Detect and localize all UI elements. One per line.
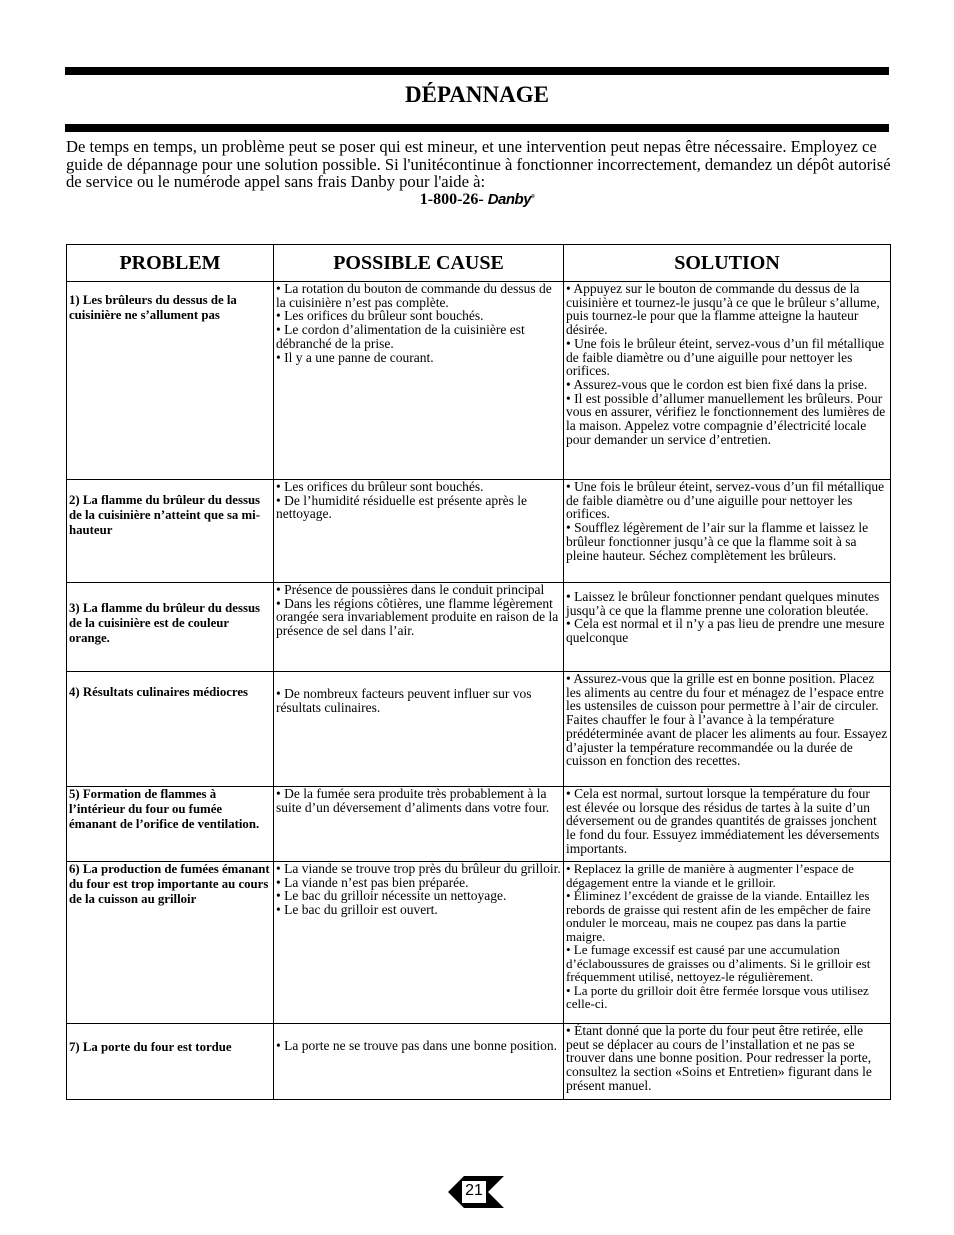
solution-item: • Une fois le brûleur éteint, servez-vous d’un fil métallique de faible diamètre ou d’une aiguille pour nettoyer les orifices. bbox=[566, 335, 885, 379]
problem-text: 7) La porte du four est tordue bbox=[69, 1040, 232, 1054]
solution-cell bbox=[564, 282, 891, 480]
registered-mark: ® bbox=[531, 194, 535, 200]
problem-text: 4) Résultats culinaires médiocres bbox=[69, 685, 249, 699]
problem-cell bbox=[67, 583, 274, 672]
solution-cell bbox=[564, 480, 891, 583]
problem-text: 2) La flamme du brûleur du dessus de la cuisinière n’atteint que sa mi-hauteur bbox=[69, 493, 261, 538]
table-row bbox=[67, 672, 891, 787]
problem-cell bbox=[67, 862, 274, 1024]
table-row bbox=[67, 583, 891, 672]
table-row bbox=[67, 787, 891, 862]
problem-text: 6) La production de fumées émanant du four est trop importante au cours de la cuisson au grilloir bbox=[69, 862, 270, 907]
solution-item: • Une fois le brûleur éteint, servez-vous d’un fil métallique de faible diamètre ou d’une aiguille pour nettoyer les orifices. bbox=[566, 479, 885, 522]
cause-item: • De la fumée sera produite très probablement à la suite d’un déversement d’aliments dans votre four. bbox=[276, 786, 550, 815]
problem-cell bbox=[67, 1024, 274, 1100]
solution-item: • Étant donné que la porte du four peut être retirée, elle peut se déplacer au cours de l’installation et ne pas se trouver dans une bonne position. Pour redresser la porte, consultez la section «Soins et Entretien» figurant dans le présent manuel. bbox=[566, 1023, 872, 1093]
solution-cell bbox=[564, 862, 891, 1024]
table-header-row bbox=[67, 245, 891, 282]
cause-item: • Les orifices du brûleur sont bouchés. bbox=[276, 308, 484, 324]
solution-item: • Appuyez sur le bouton de commande du dessus de la cuisinière et tournez-le jusqu’à ce que le brûleur s’allume, puis tournez-le pour que la flamme atteigne la hauteur désirée. bbox=[566, 281, 880, 338]
solution-item: • Assurez-vous que la grille est en bonne position. Placez les aliments au centre du four et ménagez de l’espace entre les ustensiles de cuisson pour permettre à l’air de circuler. Faites chauffer le four à l’avance à la température prédéterminée avant de placer les aliments au four. Essayez d’ajuster la température recommandée ou la durée de cuisson en fonction des recettes. bbox=[566, 671, 888, 769]
cause-item: • La rotation du bouton de commande du dessus de la cuisinière n’est pas complète. bbox=[276, 281, 552, 310]
solution-cell bbox=[564, 1024, 891, 1100]
cause-item: • De l’humidité résiduelle est présente après le nettoyage. bbox=[276, 492, 528, 522]
cause-item: • Il y a une panne de courant. bbox=[276, 349, 434, 365]
top-rule bbox=[65, 67, 889, 75]
cause-item: • La viande n’est pas bien préparée. bbox=[276, 874, 469, 890]
solution-cell bbox=[564, 583, 891, 672]
problem-text: 1) Les brûleurs du dessus de la cuisinière ne s’allument pas bbox=[69, 293, 237, 323]
solution-cell bbox=[564, 672, 891, 787]
header-problem: PROBLEM bbox=[67, 245, 274, 282]
solution-item: • Replacez la grille de manière à augmenter l’espace de dégagement entre la viande et le grilloir. bbox=[566, 861, 854, 890]
cause-cell bbox=[274, 672, 564, 787]
cause-cell bbox=[274, 583, 564, 672]
table-row bbox=[67, 862, 891, 1024]
cause-cell bbox=[274, 480, 564, 583]
solution-item: • Cela est normal et il n’y a pas lieu de prendre une mesure quelconque bbox=[566, 616, 885, 646]
danby-logo bbox=[488, 191, 535, 208]
table-row bbox=[67, 282, 891, 480]
cause-item: • De nombreux facteurs peuvent influer sur vos résultats culinaires. bbox=[276, 686, 532, 715]
solution-item: • Éliminez l’excédent de graisse de la viande. Entaillez les rebords de graisse qui restent afin de les empêcher de faire onduler le morceau, mais ne coupez pas dans la partie maigre. bbox=[566, 888, 871, 944]
cause-item: • Présence de poussières dans le conduit principal bbox=[276, 582, 545, 597]
cause-item: • La viande se trouve trop près du brûleur du grilloir. bbox=[276, 861, 561, 876]
problem-cell bbox=[67, 480, 274, 583]
header-possible-cause: POSSIBLE CAUSE bbox=[274, 245, 564, 282]
solution-item: • La porte du grilloir doit être fermée lorsque vous utilisez celle-ci. bbox=[566, 982, 869, 1011]
solution-item: • Le fumage excessif est causé par une accumulation d’éclaboussures de graisses ou d’aliments. Si le grilloir est fréquemment utilisé, nettoyez-le régulièrement. bbox=[566, 942, 871, 984]
cause-item: • Le bac du grilloir nécessite un nettoyage. bbox=[276, 888, 507, 904]
cause-item: • Le cordon d’alimentation de la cuisinière est débranché de la prise. bbox=[276, 322, 525, 351]
page-title: DÉPANNAGE bbox=[405, 82, 549, 107]
danby-logo-text: Danby bbox=[487, 191, 532, 208]
page-number-badge bbox=[444, 1172, 508, 1212]
cause-cell bbox=[274, 282, 564, 480]
cause-item: • La porte ne se trouve pas dans une bonne position. bbox=[276, 1038, 558, 1053]
cause-item: • Les orifices du brûleur sont bouchés. bbox=[276, 479, 484, 494]
cause-item: • Dans les régions côtières, une flamme légèrement orangée sera invariablement produite en raison de la présence de sel dans l’air. bbox=[276, 595, 559, 639]
solution-item: • Assurez-vous que le cordon est bien fixé dans la prise. bbox=[566, 376, 868, 392]
problem-cell bbox=[67, 672, 274, 787]
problem-cell bbox=[67, 787, 274, 862]
problem-text: 5) Formation de flammes à l’intérieur du four ou fumée émanant de l’orifice de ventilation. bbox=[69, 787, 260, 832]
table-row bbox=[67, 1024, 891, 1100]
cause-cell bbox=[274, 1024, 564, 1100]
problem-cell bbox=[67, 282, 274, 480]
title-underline-rule bbox=[65, 124, 889, 132]
table-row bbox=[67, 480, 891, 583]
solution-cell bbox=[564, 787, 891, 862]
cause-item: • Le bac du grilloir est ouvert. bbox=[276, 902, 438, 918]
problem-text: 3) La flamme du brûleur du dessus de la cuisinière est de couleur orange. bbox=[69, 601, 261, 646]
page-number: 21 bbox=[465, 1182, 483, 1199]
solution-item: • Il est possible d’allumer manuellement les brûleurs. Pour vous en assurer, vérifiez le fonctionnement des lumières de la maison. Appelez votre compagnie d’électricité locale pour demander un service d’entretien. bbox=[566, 390, 886, 447]
phone-prefix: 1-800-26- bbox=[419, 191, 484, 208]
troubleshooting-table bbox=[66, 244, 891, 1100]
phone-number bbox=[0, 191, 954, 209]
cause-cell bbox=[274, 787, 564, 862]
solution-item: • Cela est normal, surtout lorsque la température du four est élevée ou lorsque des résidus de tartes à la suite d’un déversement ou de grandes quantités de graisses jonchent le fond du four. Essuyez immédiatement les déversements importants. bbox=[566, 786, 880, 856]
solution-item: • Soufflez légèrement de l’air sur la flamme et laissez le brûleur fonctionner jusqu’à ce que la flamme soit à sa pleine hauteur. Séchez complètement les brûleurs. bbox=[566, 520, 869, 563]
cause-cell bbox=[274, 862, 564, 1024]
solution-item: • Laissez le brûleur fonctionner pendant quelques minutes jusqu’à ce que la flamme prenne une coloration bleutée. bbox=[566, 589, 880, 618]
intro-paragraph: De temps en temps, un problème peut se poser qui est mineur, et une intervention peut nepas être nécessaire. Employez ce guide de dépannage pour une solution possible. Si l'unitécontinue à fonctionner incorrectement, demandez un dépôt autorisé de service ou le numérode appel sans frais Danby pour l'aide à: bbox=[66, 137, 891, 191]
header-solution: SOLUTION bbox=[564, 245, 891, 282]
